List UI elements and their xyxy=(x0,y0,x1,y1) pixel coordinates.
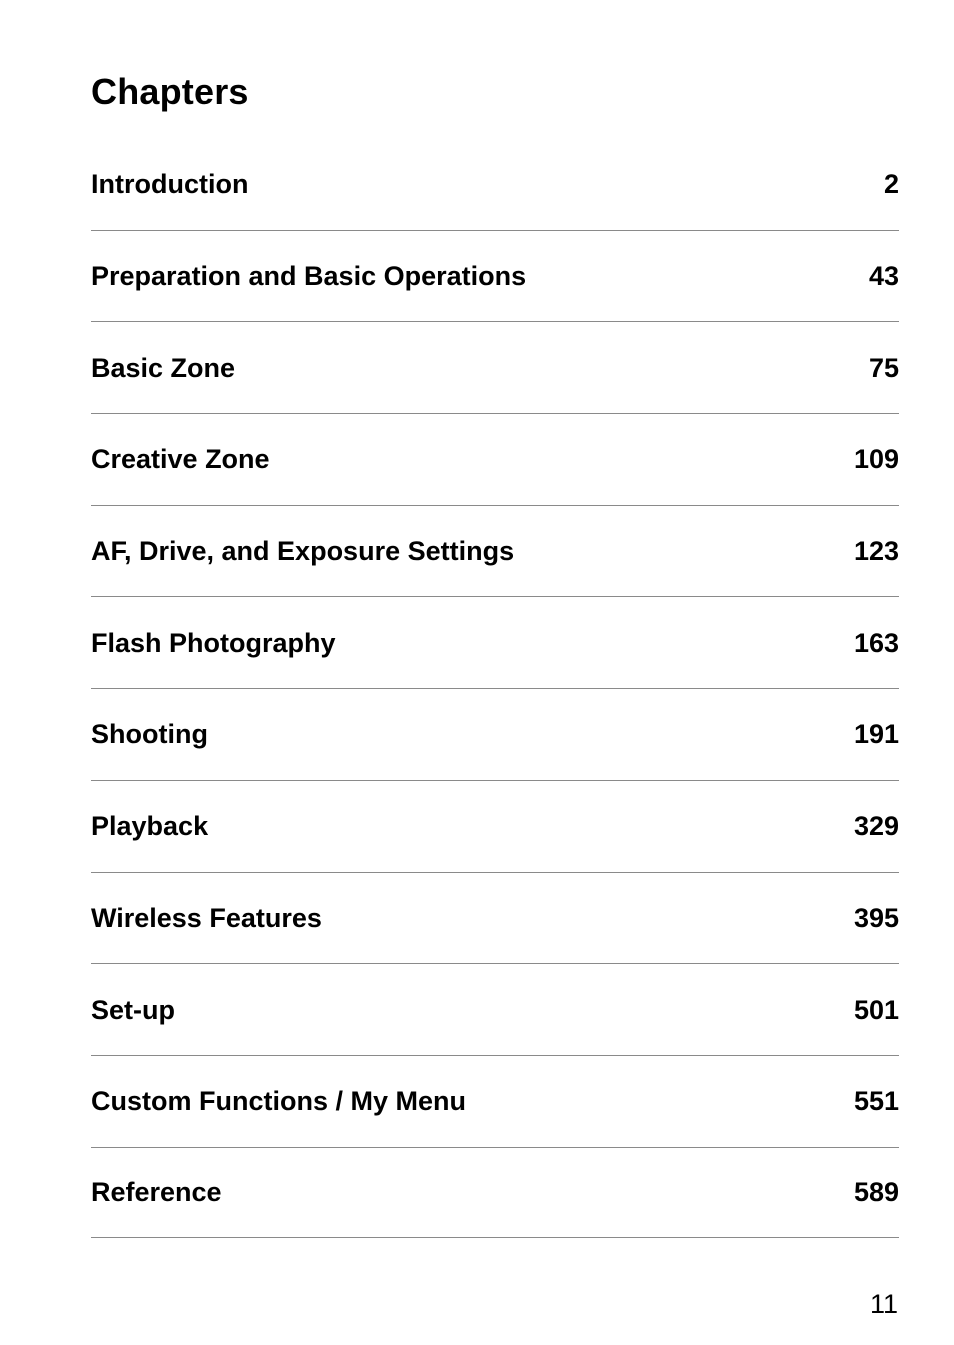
chapter-row-wireless-features[interactable] xyxy=(91,872,899,964)
chapter-page-number: 75 xyxy=(868,352,899,383)
chapter-row-flash-photography[interactable] xyxy=(91,596,899,688)
chapter-page-number: 395 xyxy=(853,902,899,933)
chapter-title: Introduction xyxy=(91,168,249,199)
chapter-page-number: 551 xyxy=(853,1086,899,1117)
chapter-row-preparation[interactable] xyxy=(91,230,899,322)
chapter-row-af-drive-exposure[interactable] xyxy=(91,505,899,597)
chapter-title: Set-up xyxy=(91,994,175,1025)
chapter-row-shooting[interactable] xyxy=(91,688,899,780)
chapter-row-basic-zone[interactable] xyxy=(91,321,899,413)
chapter-title: Reference xyxy=(91,1177,222,1208)
chapter-row-custom-functions[interactable] xyxy=(91,1055,899,1147)
chapter-row-playback[interactable] xyxy=(91,780,899,872)
chapter-page-number: 329 xyxy=(853,811,899,842)
chapter-list xyxy=(91,138,899,1238)
chapter-page-number: 501 xyxy=(853,994,899,1025)
chapter-page-number: 163 xyxy=(853,627,899,658)
chapter-title: AF, Drive, and Exposure Settings xyxy=(91,536,515,567)
chapter-page-number: 2 xyxy=(883,168,899,199)
chapter-page-number: 123 xyxy=(853,536,899,567)
chapter-title: Shooting xyxy=(91,719,208,750)
chapter-title: Custom Functions / My Menu xyxy=(91,1086,466,1117)
chapter-title: Flash Photography xyxy=(91,627,336,658)
chapter-title: Preparation and Basic Operations xyxy=(91,261,527,292)
chapter-title: Playback xyxy=(91,811,209,842)
chapter-page-number: 191 xyxy=(853,719,899,750)
chapter-row-creative-zone[interactable] xyxy=(91,413,899,505)
chapter-row-set-up[interactable] xyxy=(91,963,899,1055)
page-title: Chapters xyxy=(91,71,249,112)
chapter-title: Creative Zone xyxy=(91,444,270,475)
chapter-row-reference[interactable] xyxy=(91,1147,899,1239)
chapter-title: Wireless Features xyxy=(91,902,322,933)
chapter-row-introduction[interactable] xyxy=(91,138,899,230)
chapter-title: Basic Zone xyxy=(91,352,236,383)
chapter-page-number: 109 xyxy=(853,444,899,475)
chapter-page-number: 589 xyxy=(853,1177,899,1208)
footer-page-number: 11 xyxy=(869,1289,898,1319)
chapter-page-number: 43 xyxy=(868,261,899,292)
